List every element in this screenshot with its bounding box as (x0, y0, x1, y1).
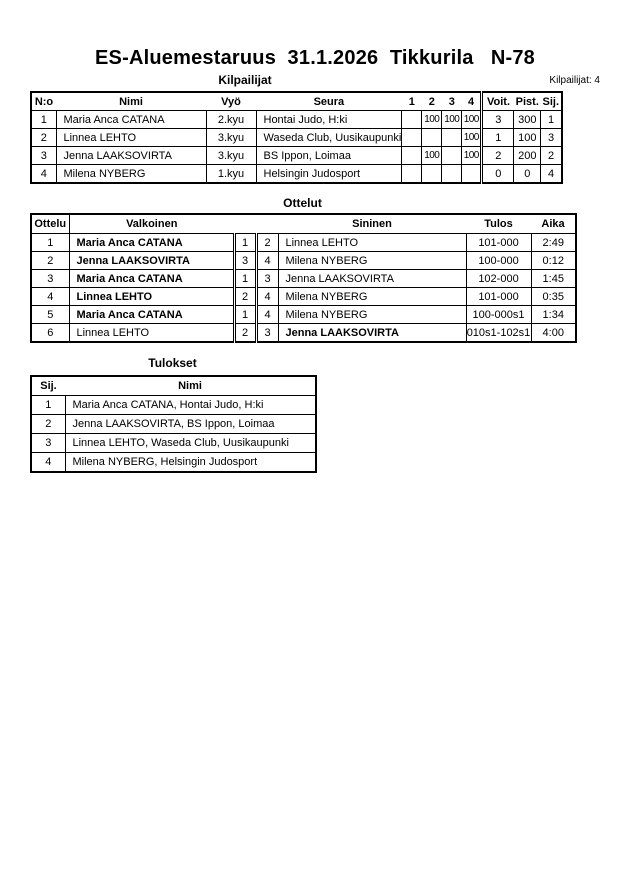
cell-nimi: Linnea LEHTO (56, 129, 206, 147)
cell-name-club: Milena NYBERG, Helsingin Judosport (65, 453, 316, 473)
col-header-sininen: Sininen (278, 214, 466, 234)
cell-score-1 (402, 147, 422, 165)
cell-aika: 2:49 (531, 234, 576, 252)
col-header-3: 3 (442, 92, 462, 111)
col-header-seura: Seura (256, 92, 402, 111)
cell-placement: 2 (31, 415, 65, 434)
cell-nimi: Jenna LAAKSOVIRTA (56, 147, 206, 165)
cell-score-2: 100 (422, 147, 442, 165)
table-row (31, 453, 316, 473)
col-header-2: 2 (422, 92, 442, 111)
cell-tulos: 100-000s1 (466, 306, 531, 324)
cell-tulos: 102-000 (466, 270, 531, 288)
table-row (31, 111, 562, 129)
col-header-1: 1 (402, 92, 422, 111)
table-row (31, 415, 316, 434)
cell-placement: 3 (31, 434, 65, 453)
cell-tulos: 100-000 (466, 252, 531, 270)
cell-score-3: 100 (442, 111, 462, 129)
document-title: ES-Aluemestaruus 31.1.2026 Tikkurila N-78 (95, 47, 535, 69)
col-header-nimi: Nimi (56, 92, 206, 111)
cell-blue-number: 2 (256, 234, 278, 252)
section-title-kilpailijat: Kilpailijat (218, 73, 272, 87)
cell-tulos: 101-000 (466, 288, 531, 306)
competitors-header-row (31, 92, 562, 111)
cell-white-name: Maria Anca CATANA (69, 234, 234, 252)
cell-name-club: Linnea LEHTO, Waseda Club, Uusikaupunki (65, 434, 316, 453)
cell-voit: 1 (482, 129, 514, 147)
cell-sij: 4 (541, 165, 562, 184)
cell-white-name: Linnea LEHTO (69, 324, 234, 343)
col-header-4: 4 (462, 92, 482, 111)
table-row (31, 165, 562, 184)
col-header-aika: Aika (531, 214, 576, 234)
cell-seura: Waseda Club, Uusikaupunki (256, 129, 402, 147)
cell-nimi: Milena NYBERG (56, 165, 206, 184)
cell-sij: 2 (541, 147, 562, 165)
cell-match-number: 5 (31, 306, 69, 324)
results-header-row (31, 376, 316, 396)
cell-score-2 (422, 129, 442, 147)
cell-no: 1 (31, 111, 56, 129)
cell-blue-name: Linnea LEHTO (278, 234, 466, 252)
col-header-tulos: Tulos (466, 214, 531, 234)
matches-table (30, 213, 577, 343)
col-header-blue-number (256, 214, 278, 234)
cell-aika: 0:35 (531, 288, 576, 306)
cell-score-1 (402, 111, 422, 129)
cell-aika: 1:45 (531, 270, 576, 288)
cell-name-club: Maria Anca CATANA, Hontai Judo, H:ki (65, 396, 316, 415)
cell-match-number: 1 (31, 234, 69, 252)
col-header-nimi: Nimi (65, 376, 316, 396)
cell-no: 3 (31, 147, 56, 165)
table-row (31, 324, 576, 343)
competitors-table (30, 91, 563, 184)
results-table (30, 375, 317, 473)
col-header-voit: Voit. (482, 92, 514, 111)
cell-vyo: 3.kyu (206, 147, 256, 165)
table-row (31, 396, 316, 415)
cell-name-club: Jenna LAAKSOVIRTA, BS Ippon, Loimaa (65, 415, 316, 434)
col-header-sij: Sij. (31, 376, 65, 396)
cell-blue-number: 3 (256, 270, 278, 288)
cell-score-1 (402, 129, 422, 147)
cell-white-name: Linnea LEHTO (69, 288, 234, 306)
cell-score-4: 100 (462, 111, 482, 129)
matches-header-row (31, 214, 576, 234)
cell-score-4 (462, 165, 482, 184)
cell-sij: 3 (541, 129, 562, 147)
cell-blue-name: Milena NYBERG (278, 288, 466, 306)
cell-white-number: 1 (234, 270, 256, 288)
cell-white-number: 2 (234, 288, 256, 306)
cell-vyo: 3.kyu (206, 129, 256, 147)
cell-white-number: 1 (234, 306, 256, 324)
cell-tulos: 101-000 (466, 234, 531, 252)
table-row (31, 288, 576, 306)
cell-vyo: 2.kyu (206, 111, 256, 129)
cell-placement: 4 (31, 453, 65, 473)
cell-score-3 (442, 129, 462, 147)
cell-pist: 300 (514, 111, 541, 129)
cell-score-2 (422, 165, 442, 184)
cell-seura: BS Ippon, Loimaa (256, 147, 402, 165)
cell-pist: 100 (514, 129, 541, 147)
cell-aika: 1:34 (531, 306, 576, 324)
cell-score-3 (442, 147, 462, 165)
cell-blue-name: Jenna LAAKSOVIRTA (278, 324, 466, 343)
cell-tulos: 010s1-102s1 (466, 324, 531, 343)
col-header-vyo: Vyö (206, 92, 256, 111)
cell-white-name: Jenna LAAKSOVIRTA (69, 252, 234, 270)
cell-voit: 3 (482, 111, 514, 129)
cell-score-4: 100 (462, 129, 482, 147)
cell-seura: Hontai Judo, H:ki (256, 111, 402, 129)
cell-white-name: Maria Anca CATANA (69, 306, 234, 324)
cell-blue-number: 4 (256, 306, 278, 324)
col-header-ottelu: Ottelu (31, 214, 69, 234)
cell-white-number: 3 (234, 252, 256, 270)
col-header-white-number (234, 214, 256, 234)
col-header-valkoinen: Valkoinen (69, 214, 234, 234)
cell-score-2: 100 (422, 111, 442, 129)
cell-score-1 (402, 165, 422, 184)
cell-seura: Helsingin Judosport (256, 165, 402, 184)
cell-blue-number: 3 (256, 324, 278, 343)
section-title-tulokset: Tulokset (148, 356, 197, 370)
table-row (31, 306, 576, 324)
cell-blue-name: Jenna LAAKSOVIRTA (278, 270, 466, 288)
col-header-sij: Sij. (541, 92, 562, 111)
cell-voit: 2 (482, 147, 514, 165)
table-row (31, 129, 562, 147)
table-row (31, 434, 316, 453)
col-header-no: N:o (31, 92, 56, 111)
cell-blue-name: Milena NYBERG (278, 252, 466, 270)
cell-no: 4 (31, 165, 56, 184)
cell-voit: 0 (482, 165, 514, 184)
cell-aika: 0:12 (531, 252, 576, 270)
table-row (31, 252, 576, 270)
table-row (31, 234, 576, 252)
cell-score-3 (442, 165, 462, 184)
cell-match-number: 3 (31, 270, 69, 288)
cell-white-number: 2 (234, 324, 256, 343)
cell-match-number: 2 (31, 252, 69, 270)
cell-vyo: 1.kyu (206, 165, 256, 184)
cell-nimi: Maria Anca CATANA (56, 111, 206, 129)
cell-placement: 1 (31, 396, 65, 415)
cell-white-name: Maria Anca CATANA (69, 270, 234, 288)
cell-score-4: 100 (462, 147, 482, 165)
cell-no: 2 (31, 129, 56, 147)
table-row (31, 270, 576, 288)
table-row (31, 147, 562, 165)
cell-match-number: 6 (31, 324, 69, 343)
col-header-pist: Pist. (514, 92, 541, 111)
competitor-count-note: Kilpailijat: 4 (549, 75, 600, 86)
cell-blue-name: Milena NYBERG (278, 306, 466, 324)
cell-pist: 0 (514, 165, 541, 184)
cell-white-number: 1 (234, 234, 256, 252)
cell-blue-number: 4 (256, 252, 278, 270)
section-title-ottelut: Ottelut (283, 196, 322, 210)
cell-aika: 4:00 (531, 324, 576, 343)
cell-pist: 200 (514, 147, 541, 165)
cell-match-number: 4 (31, 288, 69, 306)
cell-sij: 1 (541, 111, 562, 129)
cell-blue-number: 4 (256, 288, 278, 306)
